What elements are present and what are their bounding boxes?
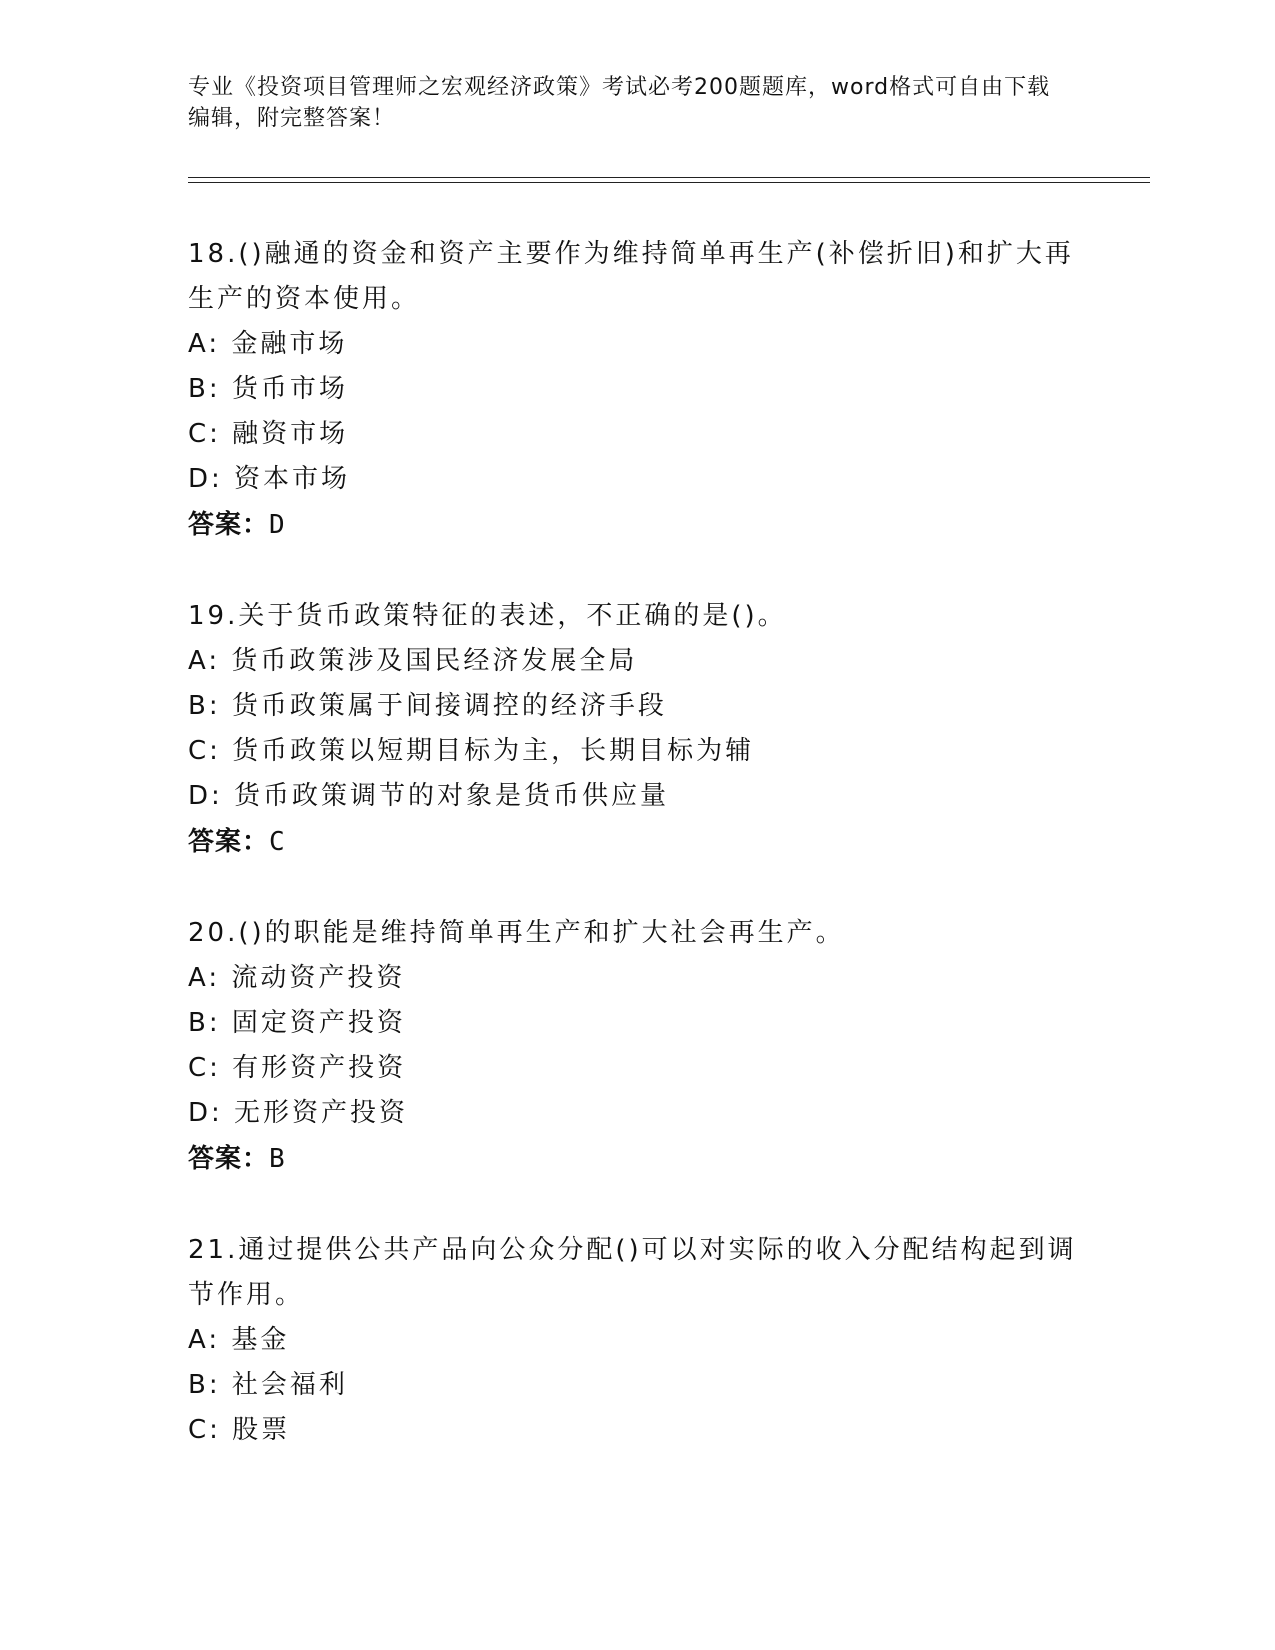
document-header: 专业《投资项目管理师之宏观经济政策》考试必考200题题库，word格式可自由下载编辑，附完整答案！ [188, 75, 1051, 131]
answer-label: 答案： [188, 827, 270, 857]
header-divider-top [188, 177, 1150, 178]
answer-value: B [269, 1144, 286, 1174]
option-a: A: 金融市场 [188, 329, 348, 359]
question-stem: 21.通过提供公共产品向公众分配()可以对实际的收入分配结构起到调节作用。 [188, 1235, 1077, 1310]
option-d: D: 无形资产投资 [188, 1098, 409, 1128]
option-b: B: 社会福利 [188, 1370, 348, 1400]
question-stem: 20.()的职能是维持简单再生产和扩大社会再生产。 [188, 918, 845, 948]
answer-line [188, 819, 1088, 865]
question-list [188, 232, 1088, 1499]
question-19 [188, 594, 1088, 865]
answer-value: D [269, 510, 286, 540]
question-stem: 19.关于货币政策特征的表述，不正确的是()。 [188, 601, 787, 631]
answer-label: 答案： [188, 510, 270, 540]
option-b: B: 固定资产投资 [188, 1008, 406, 1038]
option-c: C: 货币政策以短期目标为主，长期目标为辅 [188, 736, 755, 766]
question-18 [188, 232, 1088, 548]
option-c: C: 股票 [188, 1415, 291, 1445]
option-a: A: 基金 [188, 1325, 290, 1355]
option-b: B: 货币政策属于间接调控的经济手段 [188, 691, 667, 721]
option-a: A: 流动资产投资 [188, 963, 406, 993]
option-b: B: 货币市场 [188, 374, 348, 404]
question-20 [188, 911, 1088, 1182]
option-c: C: 有形资产投资 [188, 1053, 407, 1083]
option-c: C: 融资市场 [188, 419, 349, 449]
option-d: D: 资本市场 [188, 464, 351, 494]
answer-line [188, 502, 1088, 548]
question-stem: 18.()融通的资金和资产主要作为维持简单再生产(补偿折旧)和扩大再生产的资本使用。 [188, 239, 1074, 314]
answer-label: 答案： [188, 1144, 270, 1174]
answer-line [188, 1136, 1088, 1182]
header-divider-bottom [188, 182, 1150, 183]
answer-value: C [269, 827, 286, 857]
option-a: A: 货币政策涉及国民经济发展全局 [188, 646, 638, 676]
question-21 [188, 1228, 1088, 1453]
option-d: D: 货币政策调节的对象是货币供应量 [188, 781, 670, 811]
